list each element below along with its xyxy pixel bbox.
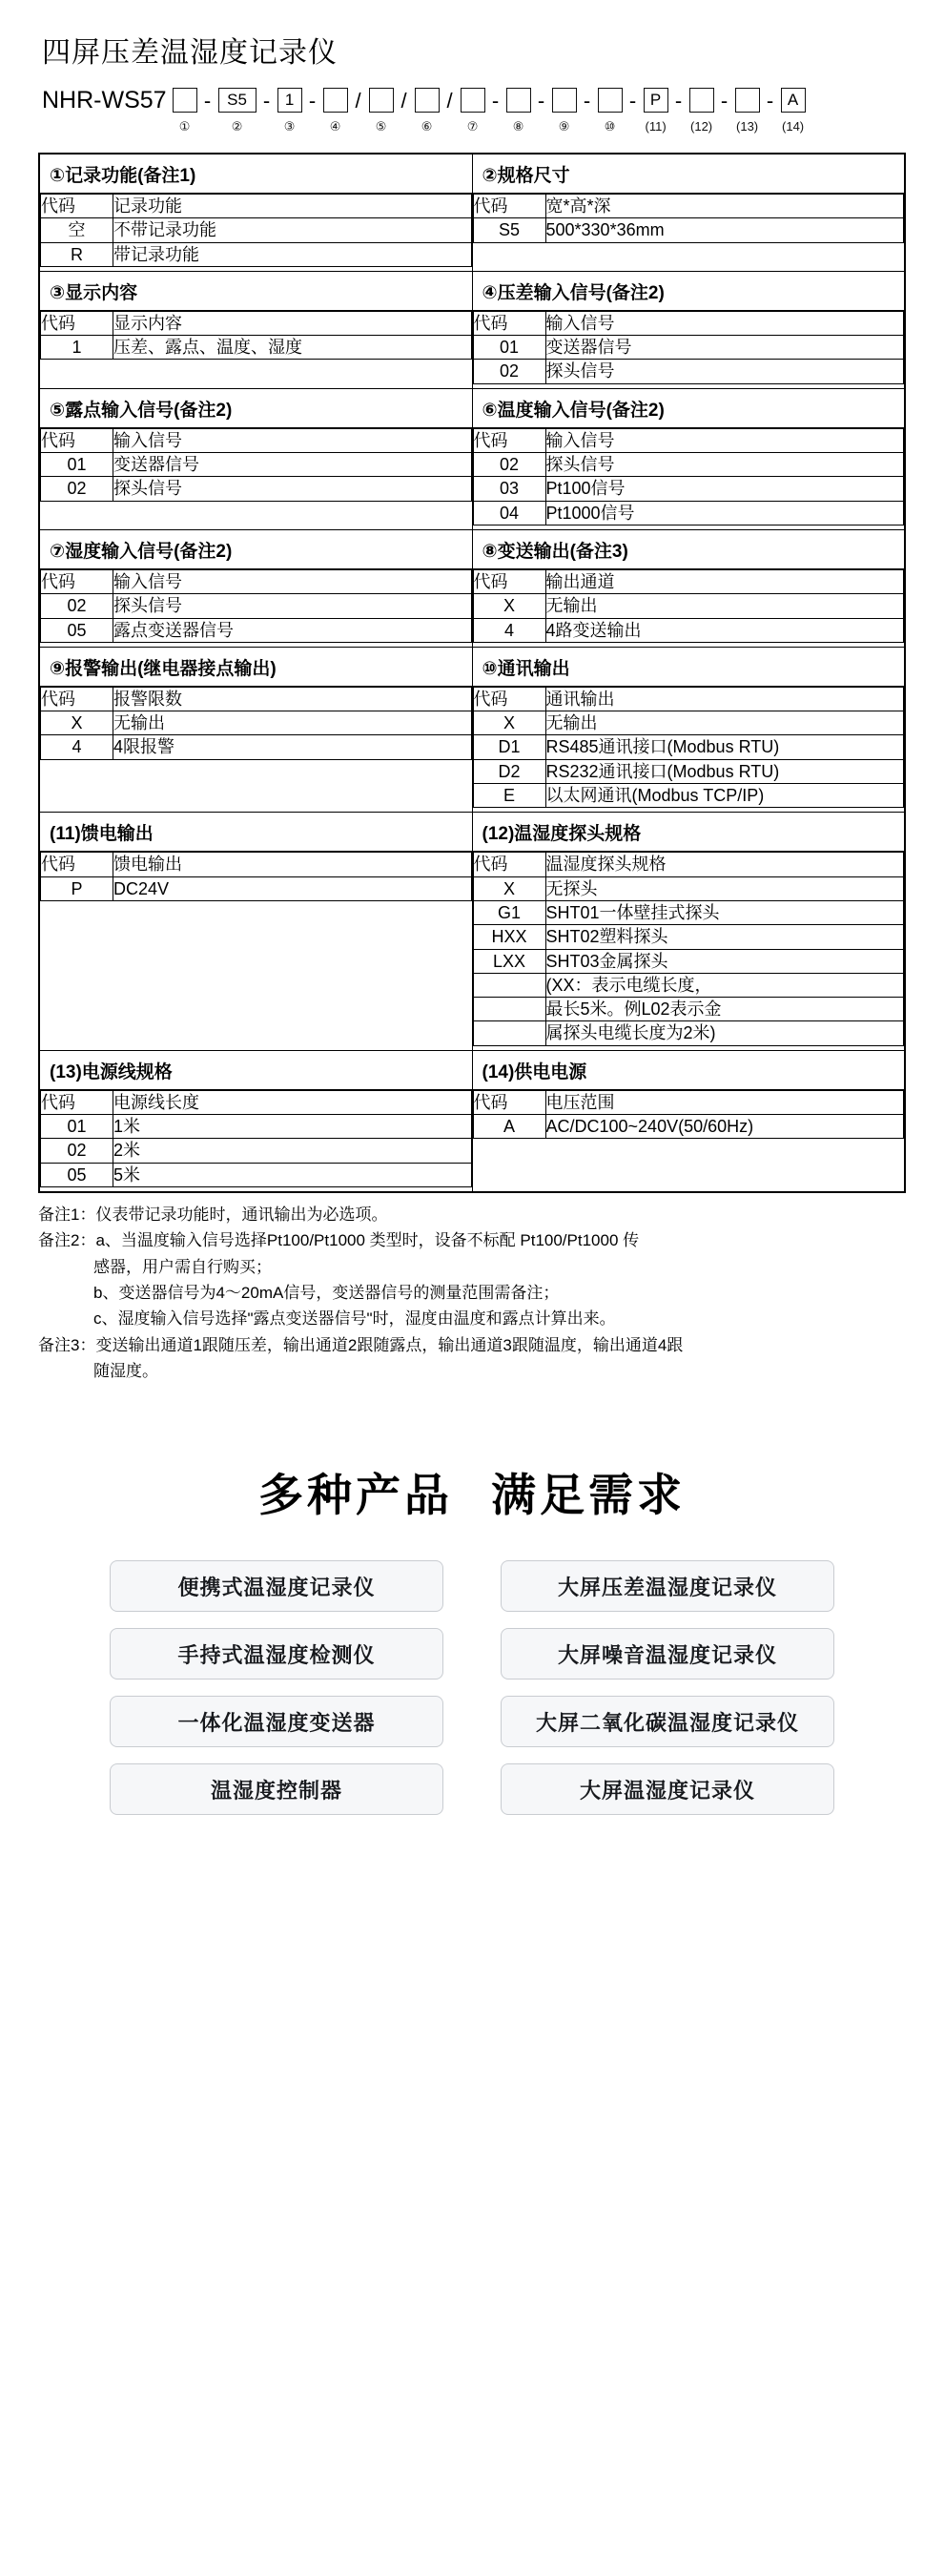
spec-option-desc: 压差、露点、温度、湿度 xyxy=(113,336,472,360)
spec-option-table xyxy=(40,687,472,760)
spec-option-header-row xyxy=(41,687,472,711)
spec-option-row xyxy=(473,711,904,735)
model-segment[interactable] xyxy=(365,84,398,134)
model-separator-glyph: - xyxy=(628,89,637,113)
spec-option-header-row xyxy=(41,428,472,452)
spec-option-code: 05 xyxy=(41,618,113,642)
spec-option-desc: 探头信号 xyxy=(113,477,472,501)
spec-block-heading: ①记录功能(备注1) xyxy=(40,155,472,194)
spec-option-table xyxy=(473,1090,905,1140)
product-pill-grid xyxy=(38,1560,906,1815)
model-segment-index: (11) xyxy=(645,119,667,134)
spec-desc-header: 馈电输出 xyxy=(113,853,472,876)
model-separator-glyph: - xyxy=(766,89,774,113)
spec-option-row xyxy=(473,501,904,525)
spec-block-heading: ⑦湿度输入信号(备注2) xyxy=(40,530,472,569)
model-segment-box[interactable] xyxy=(552,88,577,113)
spec-option-code: 05 xyxy=(41,1163,113,1186)
product-pill[interactable]: 一体化温湿度变送器 xyxy=(110,1696,443,1747)
spec-option-code: 01 xyxy=(473,336,545,360)
spec-option-code xyxy=(473,973,545,997)
spec-block-heading: ⑨报警输出(继电器接点输出) xyxy=(40,648,472,687)
notes-section xyxy=(38,1203,906,1384)
spec-desc-header: 报警限数 xyxy=(113,687,472,711)
spec-option-desc: 带记录功能 xyxy=(113,242,472,266)
model-separator-glyph: - xyxy=(537,89,545,113)
spec-option-code: A xyxy=(473,1115,545,1139)
spec-option-row xyxy=(41,594,472,618)
spec-option-code: X xyxy=(41,711,113,735)
spec-option-code: P xyxy=(41,876,113,900)
spec-option-header-row xyxy=(473,1090,904,1114)
spec-option-code: 03 xyxy=(473,477,545,501)
spec-desc-header: 输出通道 xyxy=(545,569,904,593)
spec-option-table xyxy=(40,311,472,361)
spec-option-row xyxy=(41,336,472,360)
model-segment-index: ② xyxy=(231,119,243,134)
spec-option-desc: 无输出 xyxy=(545,711,904,735)
spec-code-header: 代码 xyxy=(473,1090,545,1114)
spec-block-heading: (13)电源线规格 xyxy=(40,1051,472,1090)
model-separator-glyph: - xyxy=(583,89,591,113)
spec-option-desc: Pt1000信号 xyxy=(545,501,904,525)
model-separator xyxy=(672,84,686,116)
model-separator-glyph: - xyxy=(720,89,729,113)
spec-option-header-row xyxy=(41,1090,472,1114)
spec-desc-header: 记录功能 xyxy=(113,195,472,218)
model-segment[interactable] xyxy=(319,84,352,134)
model-segment-box[interactable] xyxy=(506,88,531,113)
table-row xyxy=(39,647,905,812)
spec-option-code: 1 xyxy=(41,336,113,360)
model-segment-box[interactable] xyxy=(323,88,348,113)
spec-option-row xyxy=(473,900,904,924)
spec-option-desc: 4路变送输出 xyxy=(545,618,904,642)
spec-option-row xyxy=(41,711,472,735)
spec-desc-header: 电源线长度 xyxy=(113,1090,472,1114)
spec-option-header-row xyxy=(41,853,472,876)
spec-option-code: HXX xyxy=(473,925,545,949)
spec-desc-header: 输入信号 xyxy=(545,311,904,335)
spec-option-table xyxy=(473,569,905,643)
spec-option-desc: 变送器信号 xyxy=(113,453,472,477)
model-segment[interactable] xyxy=(503,84,535,134)
model-segment-index: ⑧ xyxy=(512,119,524,134)
spec-code-header: 代码 xyxy=(41,311,113,335)
spec-option-row xyxy=(473,336,904,360)
spec-option-code: 02 xyxy=(473,360,545,383)
spec-block-heading: (11)馈电输出 xyxy=(40,813,472,852)
spec-block-heading: ⑥温度输入信号(备注2) xyxy=(473,389,905,428)
model-separator-glyph: - xyxy=(491,89,500,113)
spec-cell xyxy=(472,271,905,388)
model-separator-glyph: - xyxy=(308,89,317,113)
model-separator xyxy=(352,84,365,116)
model-segment-index: (12) xyxy=(690,119,713,134)
promo-title xyxy=(38,1460,906,1524)
spec-cell xyxy=(39,388,472,529)
spec-code-header: 代码 xyxy=(473,569,545,593)
spec-option-desc: SHT03金属探头 xyxy=(545,949,904,973)
spec-option-desc: 无输出 xyxy=(545,594,904,618)
promo-title-left: 多种产品 xyxy=(258,1470,453,1521)
spec-option-desc: AC/DC100~240V(50/60Hz) xyxy=(545,1115,904,1139)
table-row xyxy=(39,388,905,529)
model-separator xyxy=(581,84,594,116)
model-separator-glyph: - xyxy=(262,89,271,113)
table-row xyxy=(39,271,905,388)
table-row xyxy=(39,529,905,647)
spec-code-header: 代码 xyxy=(473,311,545,335)
spec-cell xyxy=(472,154,905,271)
spec-option-code: LXX xyxy=(473,949,545,973)
spec-option-row xyxy=(473,477,904,501)
spec-option-header-row xyxy=(473,853,904,876)
model-separator-glyph: - xyxy=(203,89,212,113)
model-segment-index: ⑨ xyxy=(558,119,570,134)
note-line: 备注3：变送输出通道1跟随压差，输出通道2跟随露点，输出通道3跟随温度，输出通道4跟 xyxy=(38,1335,684,1354)
spec-option-code: 4 xyxy=(41,735,113,759)
spec-option-header-row xyxy=(473,569,904,593)
spec-option-row xyxy=(473,876,904,900)
spec-option-code: X xyxy=(473,594,545,618)
model-separator xyxy=(489,84,503,116)
spec-option-code: S5 xyxy=(473,218,545,242)
product-pill[interactable]: 便携式温湿度记录仪 xyxy=(110,1560,443,1612)
model-code-row xyxy=(42,84,906,143)
spec-option-desc: RS485通讯接口(Modbus RTU) xyxy=(545,735,904,759)
note-line: 随湿度。 xyxy=(93,1361,158,1380)
model-segment-box[interactable]: A xyxy=(781,88,806,113)
spec-code-header: 代码 xyxy=(473,428,545,452)
spec-code-header: 代码 xyxy=(41,687,113,711)
model-segment-box[interactable] xyxy=(415,88,440,113)
note-line: 备注1：仪表带记录功能时，通讯输出为必选项。 xyxy=(38,1205,388,1224)
model-segment-index: ⑦ xyxy=(466,119,479,134)
spec-option-code xyxy=(473,998,545,1021)
spec-option-desc: 最长5米。例L02表示金 xyxy=(545,998,904,1021)
model-segment[interactable] xyxy=(215,84,260,134)
spec-option-desc: 变送器信号 xyxy=(545,336,904,360)
spec-option-desc: SHT01一体壁挂式探头 xyxy=(545,900,904,924)
spec-option-code: 4 xyxy=(473,618,545,642)
model-separator-glyph: / xyxy=(355,89,361,113)
model-segment-box[interactable] xyxy=(598,88,623,113)
page-title: 四屏压差温湿度记录仪 xyxy=(42,37,338,69)
model-separator xyxy=(201,84,215,116)
model-separator-glyph: / xyxy=(400,89,407,113)
spec-option-row xyxy=(41,876,472,900)
spec-option-header-row xyxy=(473,195,904,218)
promo-section xyxy=(38,1460,906,1815)
spec-option-table xyxy=(40,569,472,643)
note-line: 感器，用户需自行购买； xyxy=(93,1257,272,1276)
spec-option-desc: 4限报警 xyxy=(113,735,472,759)
spec-option-desc: Pt100信号 xyxy=(545,477,904,501)
model-segment-index: ③ xyxy=(283,119,296,134)
spec-option-code xyxy=(473,1021,545,1045)
spec-option-desc: 露点变送器信号 xyxy=(113,618,472,642)
model-segment[interactable] xyxy=(548,84,581,134)
spec-option-row xyxy=(473,973,904,997)
spec-option-code: X xyxy=(473,711,545,735)
spec-option-row xyxy=(473,360,904,383)
spec-block-heading: ⑤露点输入信号(备注2) xyxy=(40,389,472,428)
model-separator xyxy=(718,84,731,116)
spec-code-header: 代码 xyxy=(41,195,113,218)
model-segment[interactable] xyxy=(411,84,443,134)
spec-option-code: 04 xyxy=(473,501,545,525)
spec-code-header: 代码 xyxy=(473,853,545,876)
spec-option-row xyxy=(41,618,472,642)
note-line: 备注2：a、当温度输入信号选择Pt100/Pt1000 类型时，设备不标配 Pt100/Pt1000 传 xyxy=(38,1231,640,1250)
spec-option-code: 02 xyxy=(473,453,545,477)
spec-option-table xyxy=(473,194,905,243)
spec-cell xyxy=(472,647,905,812)
spec-table xyxy=(38,153,906,1193)
spec-desc-header: 输入信号 xyxy=(545,428,904,452)
model-segment-index: (13) xyxy=(736,119,759,134)
spec-code-header: 代码 xyxy=(473,687,545,711)
spec-code-header: 代码 xyxy=(41,1090,113,1114)
spec-cell xyxy=(472,388,905,529)
spec-cell xyxy=(39,154,472,271)
spec-option-table xyxy=(473,428,905,526)
spec-option-table xyxy=(473,687,905,808)
spec-option-row xyxy=(473,594,904,618)
spec-desc-header: 温湿度探头规格 xyxy=(545,853,904,876)
model-segment-box[interactable] xyxy=(735,88,760,113)
spec-cell xyxy=(39,271,472,388)
spec-option-desc: 探头信号 xyxy=(545,453,904,477)
spec-option-desc: 探头信号 xyxy=(113,594,472,618)
model-separator xyxy=(535,84,548,116)
product-pill[interactable]: 温湿度控制器 xyxy=(110,1763,443,1815)
spec-option-row xyxy=(41,1163,472,1186)
spec-desc-header: 输入信号 xyxy=(113,428,472,452)
spec-option-code: 02 xyxy=(41,1139,113,1163)
spec-option-row xyxy=(473,618,904,642)
spec-option-desc: 不带记录功能 xyxy=(113,218,472,242)
model-segment[interactable] xyxy=(594,84,626,134)
spec-cell xyxy=(39,529,472,647)
model-segment-index: ⑥ xyxy=(421,119,433,134)
table-row xyxy=(39,813,905,1050)
model-segment-index: (14) xyxy=(782,119,805,134)
spec-option-header-row xyxy=(41,195,472,218)
model-segment-box[interactable] xyxy=(369,88,394,113)
spec-option-row xyxy=(473,735,904,759)
spec-option-row xyxy=(473,453,904,477)
spec-option-code: D1 xyxy=(473,735,545,759)
spec-option-desc: 5米 xyxy=(113,1163,472,1186)
spec-option-desc: 500*330*36mm xyxy=(545,218,904,242)
model-separator xyxy=(306,84,319,116)
spec-option-row xyxy=(473,784,904,808)
model-segment-index: ⑤ xyxy=(375,119,387,134)
spec-option-header-row xyxy=(473,687,904,711)
spec-cell xyxy=(472,529,905,647)
table-row xyxy=(39,1050,905,1192)
model-segment[interactable] xyxy=(640,84,672,134)
spec-option-desc: 无输出 xyxy=(113,711,472,735)
model-segment[interactable] xyxy=(731,84,764,134)
model-separator xyxy=(626,84,640,116)
spec-block-heading: ⑩通讯输出 xyxy=(473,648,905,687)
spec-option-row xyxy=(473,925,904,949)
spec-option-header-row xyxy=(41,569,472,593)
spec-option-code: D2 xyxy=(473,759,545,783)
spec-option-code: 空 xyxy=(41,218,113,242)
spec-option-table xyxy=(40,194,472,267)
spec-desc-header: 输入信号 xyxy=(113,569,472,593)
spec-code-header: 代码 xyxy=(41,569,113,593)
table-row xyxy=(39,154,905,271)
note-line: b、变送器信号为4～20mA信号，变送器信号的测量范围需备注； xyxy=(93,1283,560,1302)
spec-option-desc: 属探头电缆长度为2米) xyxy=(545,1021,904,1045)
spec-block-heading: ④压差输入信号(备注2) xyxy=(473,272,905,311)
spec-option-code: G1 xyxy=(473,900,545,924)
spec-option-table xyxy=(40,428,472,502)
spec-desc-header: 宽*高*深 xyxy=(545,195,904,218)
promo-title-right: 满足需求 xyxy=(491,1470,686,1521)
spec-option-desc: (XX：表示电缆长度， xyxy=(545,973,904,997)
spec-option-desc: 2米 xyxy=(113,1139,472,1163)
spec-option-table xyxy=(473,311,905,384)
spec-option-row xyxy=(473,949,904,973)
spec-option-code: R xyxy=(41,242,113,266)
product-pill[interactable]: 手持式温湿度检测仪 xyxy=(110,1628,443,1680)
spec-option-row xyxy=(473,218,904,242)
model-separator xyxy=(443,84,457,116)
spec-option-header-row xyxy=(41,311,472,335)
spec-block-heading: (14)供电电源 xyxy=(473,1051,905,1090)
model-segment-index: ④ xyxy=(329,119,341,134)
spec-option-table xyxy=(473,852,905,1045)
product-pill[interactable]: 大屏噪音温湿度记录仪 xyxy=(501,1628,834,1680)
spec-option-desc: 无探头 xyxy=(545,876,904,900)
product-pill[interactable]: 大屏二氧化碳温湿度记录仪 xyxy=(501,1696,834,1747)
model-segment-box[interactable] xyxy=(461,88,485,113)
spec-code-header: 代码 xyxy=(473,195,545,218)
model-segment-index: ⑩ xyxy=(604,119,616,134)
spec-option-desc: SHT02塑料探头 xyxy=(545,925,904,949)
model-separator xyxy=(764,84,777,116)
spec-option-row xyxy=(473,998,904,1021)
spec-block-heading: (12)温湿度探头规格 xyxy=(473,813,905,852)
spec-option-code: 02 xyxy=(41,477,113,501)
model-segment[interactable] xyxy=(777,84,810,134)
spec-option-code: E xyxy=(473,784,545,808)
spec-option-header-row xyxy=(473,311,904,335)
spec-cell xyxy=(472,813,905,1050)
product-pill[interactable]: 大屏压差温湿度记录仪 xyxy=(501,1560,834,1612)
spec-option-table xyxy=(40,852,472,901)
model-separator xyxy=(398,84,411,116)
spec-option-table xyxy=(40,1090,472,1187)
spec-desc-header: 通讯输出 xyxy=(545,687,904,711)
spec-cell xyxy=(39,1050,472,1192)
spec-option-row xyxy=(473,1021,904,1045)
spec-desc-header: 电压范围 xyxy=(545,1090,904,1114)
model-segment-index: ① xyxy=(178,119,191,134)
spec-code-header: 代码 xyxy=(41,428,113,452)
spec-block-heading: ⑧变送输出(备注3) xyxy=(473,530,905,569)
spec-option-code: 02 xyxy=(41,594,113,618)
model-segment-box[interactable] xyxy=(173,88,197,113)
model-separator-glyph: / xyxy=(446,89,453,113)
model-segment[interactable] xyxy=(169,84,201,134)
spec-option-header-row xyxy=(473,428,904,452)
spec-option-row xyxy=(41,242,472,266)
model-segments xyxy=(169,84,810,134)
model-segment-box[interactable] xyxy=(689,88,714,113)
model-segment-box[interactable]: P xyxy=(644,88,668,113)
spec-option-row xyxy=(41,477,472,501)
spec-block-heading: ②规格尺寸 xyxy=(473,155,905,194)
spec-option-row xyxy=(41,1139,472,1163)
spec-option-code: 01 xyxy=(41,453,113,477)
spec-option-desc: 以太网通讯(Modbus TCP/IP) xyxy=(545,784,904,808)
spec-code-header: 代码 xyxy=(41,853,113,876)
spec-option-row xyxy=(41,735,472,759)
spec-desc-header: 显示内容 xyxy=(113,311,472,335)
model-segment-box[interactable]: 1 xyxy=(277,88,302,113)
model-segment[interactable] xyxy=(457,84,489,134)
spec-option-row xyxy=(41,453,472,477)
spec-option-code: 01 xyxy=(41,1115,113,1139)
spec-option-row xyxy=(473,1115,904,1139)
spec-option-desc: 探头信号 xyxy=(545,360,904,383)
spec-option-row xyxy=(41,1115,472,1139)
model-separator xyxy=(260,84,274,116)
model-separator-glyph: - xyxy=(674,89,683,113)
spec-option-row xyxy=(41,218,472,242)
model-segment-box[interactable]: S5 xyxy=(218,88,257,113)
note-line: c、湿度输入信号选择"露点变送器信号"时，湿度由温度和露点计算出来。 xyxy=(93,1309,616,1329)
model-prefix: NHR-WS57 xyxy=(42,87,167,113)
spec-option-code: X xyxy=(473,876,545,900)
product-pill-column-left xyxy=(110,1560,443,1815)
spec-cell xyxy=(472,1050,905,1192)
model-segment[interactable] xyxy=(274,84,306,134)
spec-cell xyxy=(39,813,472,1050)
spec-option-desc: DC24V xyxy=(113,876,472,900)
spec-option-desc: RS232通讯接口(Modbus RTU) xyxy=(545,759,904,783)
spec-option-desc: 1米 xyxy=(113,1115,472,1139)
product-pill-column-right xyxy=(501,1560,834,1815)
model-segment[interactable] xyxy=(686,84,718,134)
spec-block-heading: ③显示内容 xyxy=(40,272,472,311)
spec-option-row xyxy=(473,759,904,783)
product-pill[interactable]: 大屏温湿度记录仪 xyxy=(501,1763,834,1815)
spec-cell xyxy=(39,647,472,812)
